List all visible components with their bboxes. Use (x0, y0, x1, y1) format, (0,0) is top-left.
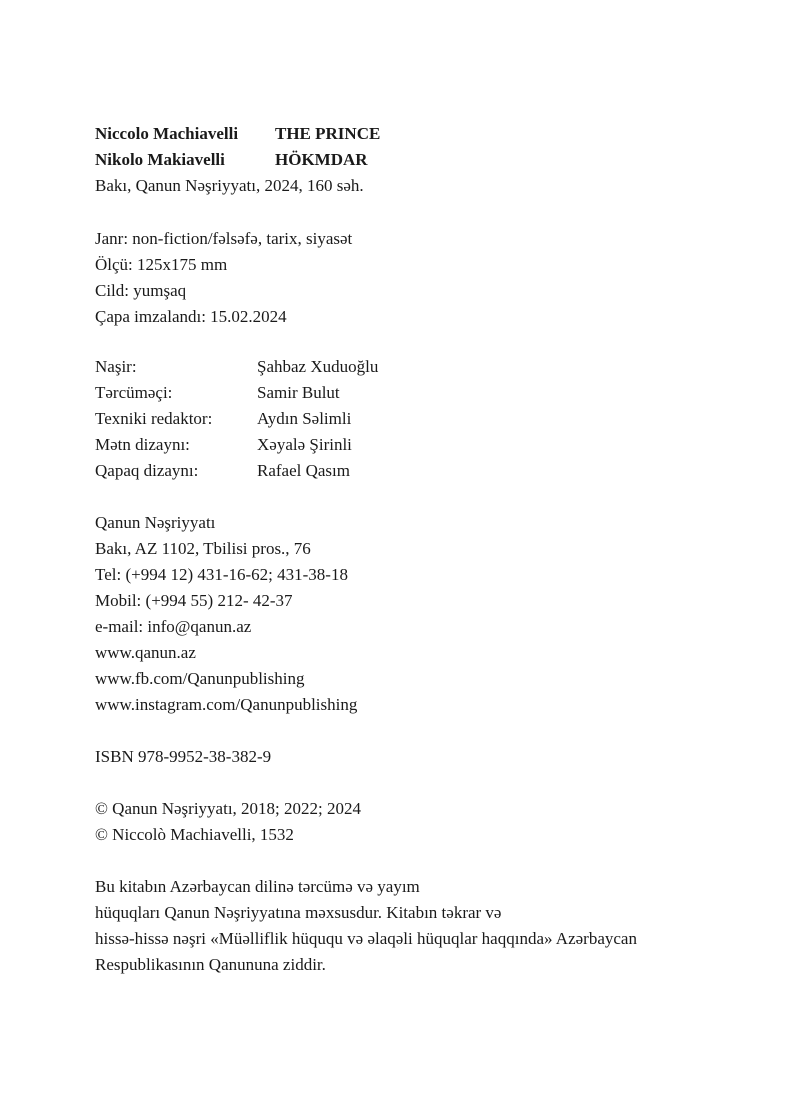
staff-name: Rafael Qasım (257, 461, 350, 480)
staff-name: Xəyalə Şirinli (257, 435, 352, 454)
translated-author: Nikolo Makiavelli (95, 150, 225, 169)
spec-genre: Janr: non-fiction/fəlsəfə, tarix, siyasət (95, 229, 353, 248)
staff-name: Aydın Səlimli (257, 409, 352, 428)
publisher-facebook: www.fb.com/Qanunpublishing (95, 669, 305, 688)
publisher-instagram: www.instagram.com/Qanunpublishing (95, 695, 358, 714)
title-row-translated (95, 147, 380, 173)
original-author: Niccolo Machiavelli (95, 124, 239, 143)
specs-block (95, 226, 352, 330)
staff-row (95, 380, 378, 406)
publisher-email: e-mail: info@qanun.az (95, 617, 252, 636)
staff-role: Mətn dizaynı: (95, 435, 190, 454)
publisher-phone: Tel: (+994 12) 431-16-62; 431-38-18 (95, 565, 348, 584)
spec-size: Ölçü: 125x175 mm (95, 255, 228, 274)
rights-line: Respublikasının Qanununa ziddir. (95, 955, 326, 974)
staff-role: Qapaq dizaynı: (95, 461, 199, 480)
staff-row (95, 354, 378, 380)
title-block (95, 121, 380, 199)
staff-block (95, 354, 378, 484)
staff-row (95, 406, 378, 432)
copyright-publisher: © Qanun Nəşriyyatı, 2018; 2022; 2024 (95, 799, 361, 818)
isbn-block (95, 744, 271, 770)
copyright-block (95, 796, 361, 848)
rights-line: hissə-hissə nəşri «Müəlliflik hüququ və əlaqəli hüquqlar haqqında» Azərbaycan (95, 929, 637, 948)
isbn: ISBN 978-9952-38-382-9 (95, 747, 272, 766)
copyright-author: © Niccolò Machiavelli, 1532 (95, 825, 294, 844)
rights-notice (95, 874, 637, 978)
staff-row (95, 432, 378, 458)
original-title: THE PRINCE (275, 124, 381, 143)
title-row-original (95, 121, 380, 147)
staff-name: Şahbaz Xuduoğlu (257, 357, 379, 376)
publisher-address: Bakı, AZ 1102, Tbilisi pros., 76 (95, 539, 311, 558)
spec-print-date: Çapa imzalandı: 15.02.2024 (95, 307, 287, 326)
publisher-block (95, 510, 357, 718)
staff-role: Texniki redaktor: (95, 409, 213, 428)
imprint-line: Bakı, Qanun Nəşriyyatı, 2024, 160 səh. (95, 176, 364, 195)
rights-line: hüquqları Qanun Nəşriyyatına məxsusdur. Kitabın təkrar və (95, 903, 502, 922)
publisher-name: Qanun Nəşriyyatı (95, 513, 216, 532)
staff-role: Naşir: (95, 357, 137, 376)
rights-line: Bu kitabın Azərbaycan dilinə tərcümə və yayım (95, 877, 420, 896)
staff-name: Samir Bulut (257, 383, 340, 402)
translated-title: HÖKMDAR (275, 150, 368, 169)
publisher-website: www.qanun.az (95, 643, 196, 662)
spec-binding: Cild: yumşaq (95, 281, 187, 300)
staff-role: Tərcüməçi: (95, 383, 173, 402)
staff-row (95, 458, 378, 484)
publisher-mobile: Mobil: (+994 55) 212- 42-37 (95, 591, 293, 610)
